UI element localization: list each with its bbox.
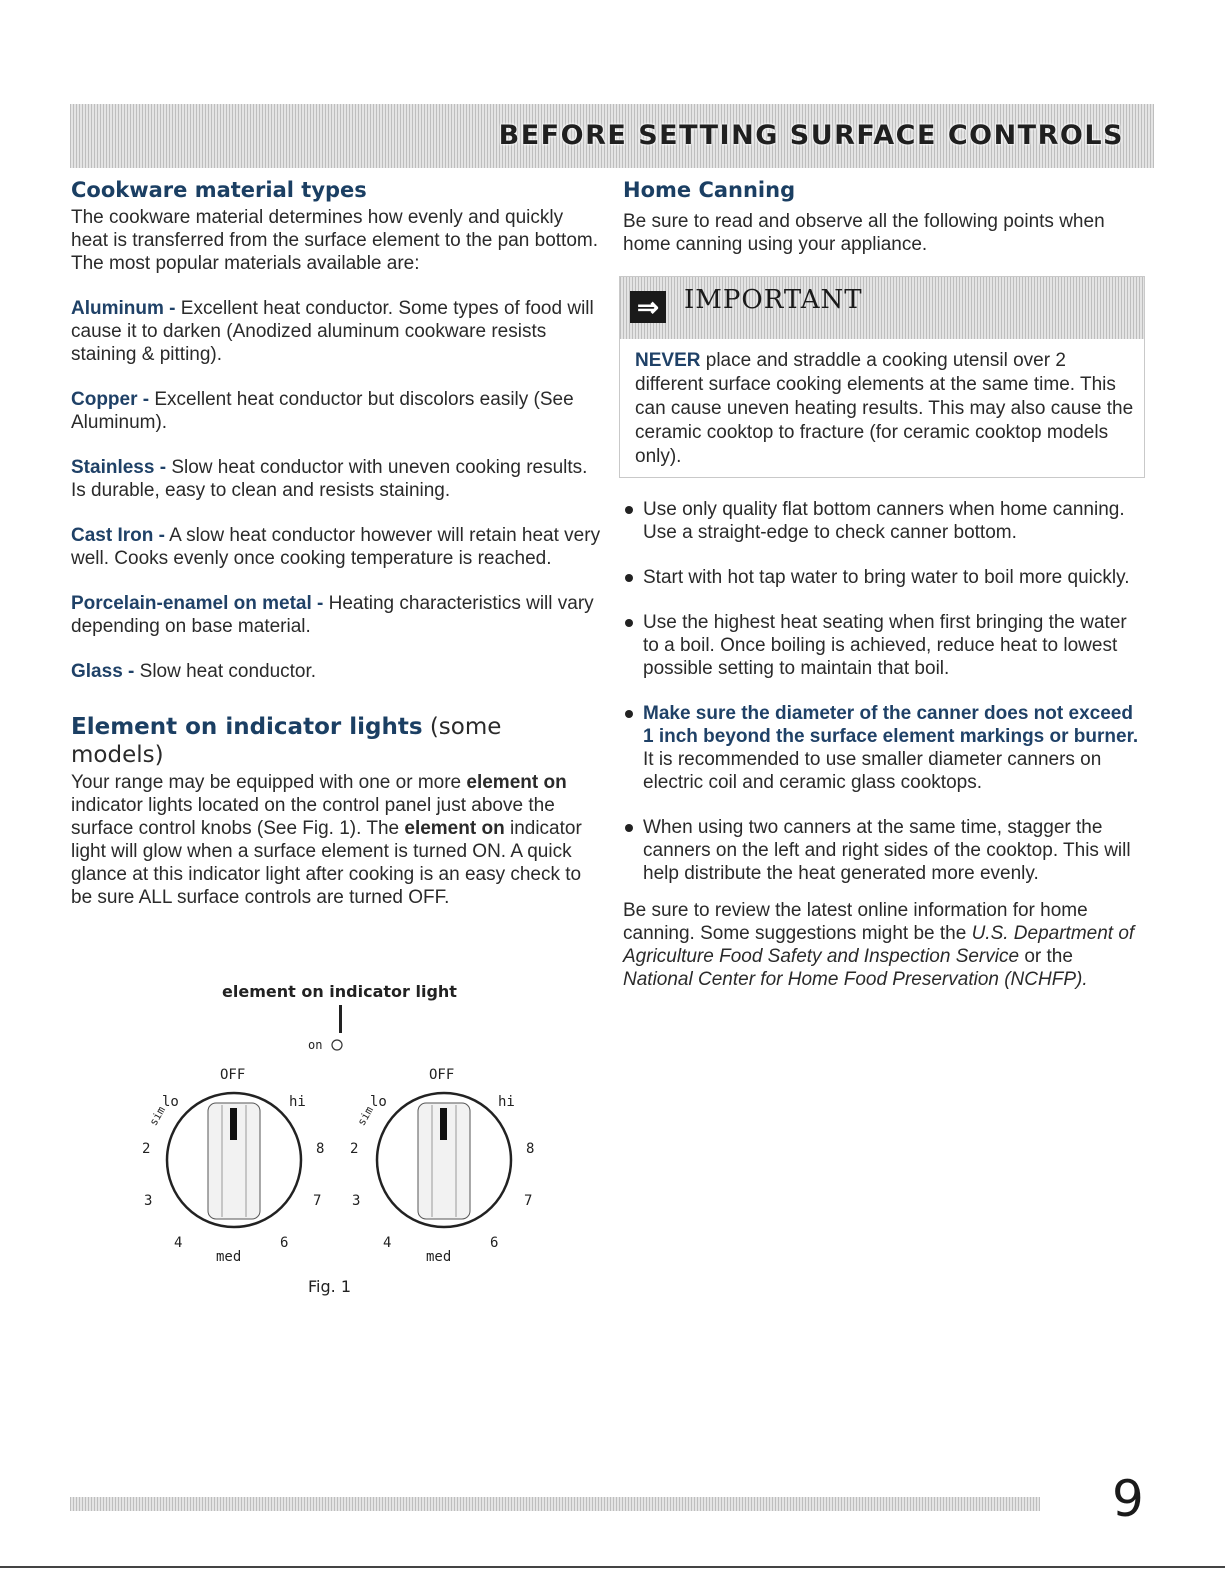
knob-off-label: OFF <box>220 1067 246 1083</box>
list-item: Use only quality flat bottom canners when home canning. Use a straight-edge to check canner bottom. <box>623 498 1147 544</box>
knob-figure <box>110 975 590 1305</box>
material-cast-iron <box>71 524 601 570</box>
cookware-intro: The cookware material determines how evenly and quickly heat is transferred from the surface element to the pan bottom. The most popular materials available are: <box>71 207 598 274</box>
knob-4-label: 4 <box>174 1235 183 1251</box>
canning-outro <box>623 899 1147 991</box>
list-item: Use the highest heat seating when first bringing the water to a boil. Once boiling is achieved, reduce heat to lowest possible setting to maintain that boil. <box>623 611 1147 680</box>
indicator-text: indicator light will glow when a surface element is turned ON. A quick glance at this indicator light after cooking is an easy check to be sure ALL surface controls are turned OFF. <box>71 818 582 908</box>
indicator-bold: element on <box>404 818 505 839</box>
arrow-right-icon: ⇒ <box>630 291 666 323</box>
usda-reference: U.S. Department of Agriculture Food Safety and Inspection Service <box>623 923 1135 967</box>
material-term: Cast Iron - <box>71 525 165 546</box>
indicator-paragraph <box>71 771 601 909</box>
indicator-pointer <box>339 1005 342 1033</box>
knob-med-label: med <box>426 1249 452 1265</box>
knob-8-label: 8 <box>316 1141 325 1157</box>
indicator-text: indicator lights located on the control panel just above the surface control knobs (See Fig. 1). The <box>71 795 555 839</box>
list-item: Start with hot tap water to bring water to boil more quickly. <box>623 566 1147 589</box>
material-porcelain <box>71 592 601 638</box>
knob-7-label: 7 <box>524 1193 533 1209</box>
important-body: place and straddle a cooking utensil over 2 different surface cooking elements at the same time. This can cause uneven heating results. This may also cause the ceramic cooktop to fracture (for ceramic cooktop models only). <box>635 350 1134 467</box>
knob-6-label: 6 <box>280 1235 289 1251</box>
page-title: BEFORE SETTING SURFACE CONTROLS <box>498 120 1124 151</box>
indicator-bold: element on <box>466 772 567 793</box>
indicator-light-icon <box>332 1040 342 1050</box>
material-stainless <box>71 456 601 502</box>
canning-heading: Home Canning <box>623 178 796 202</box>
outro-text: Be sure to review the latest online information for home canning. Some suggestions might be the <box>623 900 1088 944</box>
knob-7-label: 7 <box>313 1193 322 1209</box>
knob-2-label: 2 <box>142 1141 151 1157</box>
material-glass <box>71 660 601 683</box>
knob-3-label: 3 <box>144 1193 153 1209</box>
indicator-text: Your range may be equipped with one or more <box>71 772 467 793</box>
nchfp-reference: National Center for Home Food Preservation (NCHFP). <box>623 969 1088 990</box>
canning-intro: Be sure to read and observe all the following points when home canning using your appliance. <box>623 211 1105 255</box>
knob-sim-label: sim <box>354 1104 376 1128</box>
indicator-heading-suffix: (some models) <box>71 714 502 768</box>
bottom-rule <box>0 1566 1225 1568</box>
list-item <box>623 702 1147 794</box>
list-item: When using two canners at the same time, stagger the canners on the left and right sides of the cooktop. This will help distribute the heat generated more evenly. <box>623 816 1147 885</box>
indicator-heading-main: Element on indicator lights <box>71 714 423 740</box>
material-term: Stainless - <box>71 457 167 478</box>
important-bold: NEVER <box>635 350 701 371</box>
canning-bullets <box>623 498 1147 885</box>
knob-off-label: OFF <box>429 1067 455 1083</box>
knob-left[interactable] <box>142 1067 324 1265</box>
knob-3-label: 3 <box>352 1193 361 1209</box>
knob-6-label: 6 <box>490 1235 499 1251</box>
knob-pointer <box>230 1108 237 1140</box>
knob-right[interactable] <box>350 1067 534 1265</box>
material-desc: Heating characteristics will vary depending on base material. <box>71 593 594 637</box>
knob-pointer <box>440 1108 447 1140</box>
knob-med-label: med <box>216 1249 242 1265</box>
knob-4-label: 4 <box>383 1235 392 1251</box>
bullet-text: It is recommended to use smaller diameter canners on electric coil and ceramic glass cooktops. <box>643 749 1102 793</box>
footer-band <box>70 1497 1040 1511</box>
knob-2-label: 2 <box>350 1141 359 1157</box>
material-term: Porcelain-enamel on metal - <box>71 593 324 614</box>
page-number: 9 <box>1112 1470 1144 1528</box>
important-band <box>620 277 1144 339</box>
cookware-heading: Cookware material types <box>71 178 367 202</box>
material-desc: Slow heat conductor. <box>134 661 317 682</box>
knob-hi-label: hi <box>289 1094 306 1110</box>
important-text <box>620 339 1144 477</box>
material-term: Copper - <box>71 389 150 410</box>
material-aluminum <box>71 297 601 366</box>
important-callout <box>619 276 1145 478</box>
material-desc: A slow heat conductor however will retain heat very well. Cooks evenly once cooking temperature is reached. <box>71 525 601 569</box>
knob-diagram <box>110 975 590 1305</box>
bullet-bold: Make sure the diameter of the canner does not exceed 1 inch beyond the surface element markings or burner. <box>643 703 1139 747</box>
knob-lo-label: lo <box>162 1094 179 1110</box>
material-desc: Excellent heat conductor. Some types of food will cause it to darken (Anodized aluminum cookware resists staining & pitting). <box>71 298 594 365</box>
right-column <box>623 176 1147 1013</box>
header-band <box>70 104 1154 168</box>
knob-8-label: 8 <box>526 1141 535 1157</box>
knob-sim-label: sim <box>146 1104 168 1128</box>
material-desc: Slow heat conductor with uneven cooking results. Is durable, easy to clean and resists staining. <box>71 457 588 501</box>
knob-hi-label: hi <box>498 1094 515 1110</box>
outro-text: or the <box>1019 946 1073 967</box>
material-copper <box>71 388 601 434</box>
material-desc: Excellent heat conductor but discolors easily (See Aluminum). <box>71 389 574 433</box>
material-term: Glass - <box>71 661 135 682</box>
figure-caption: Fig. 1 <box>308 1277 351 1296</box>
important-title: IMPORTANT <box>684 285 863 315</box>
indicator-heading <box>71 713 601 769</box>
on-label: on <box>308 1038 323 1052</box>
knob-lo-label: lo <box>370 1094 387 1110</box>
material-term: Aluminum - <box>71 298 176 319</box>
figure-label: element on indicator light <box>222 982 457 1001</box>
left-column <box>71 176 601 931</box>
